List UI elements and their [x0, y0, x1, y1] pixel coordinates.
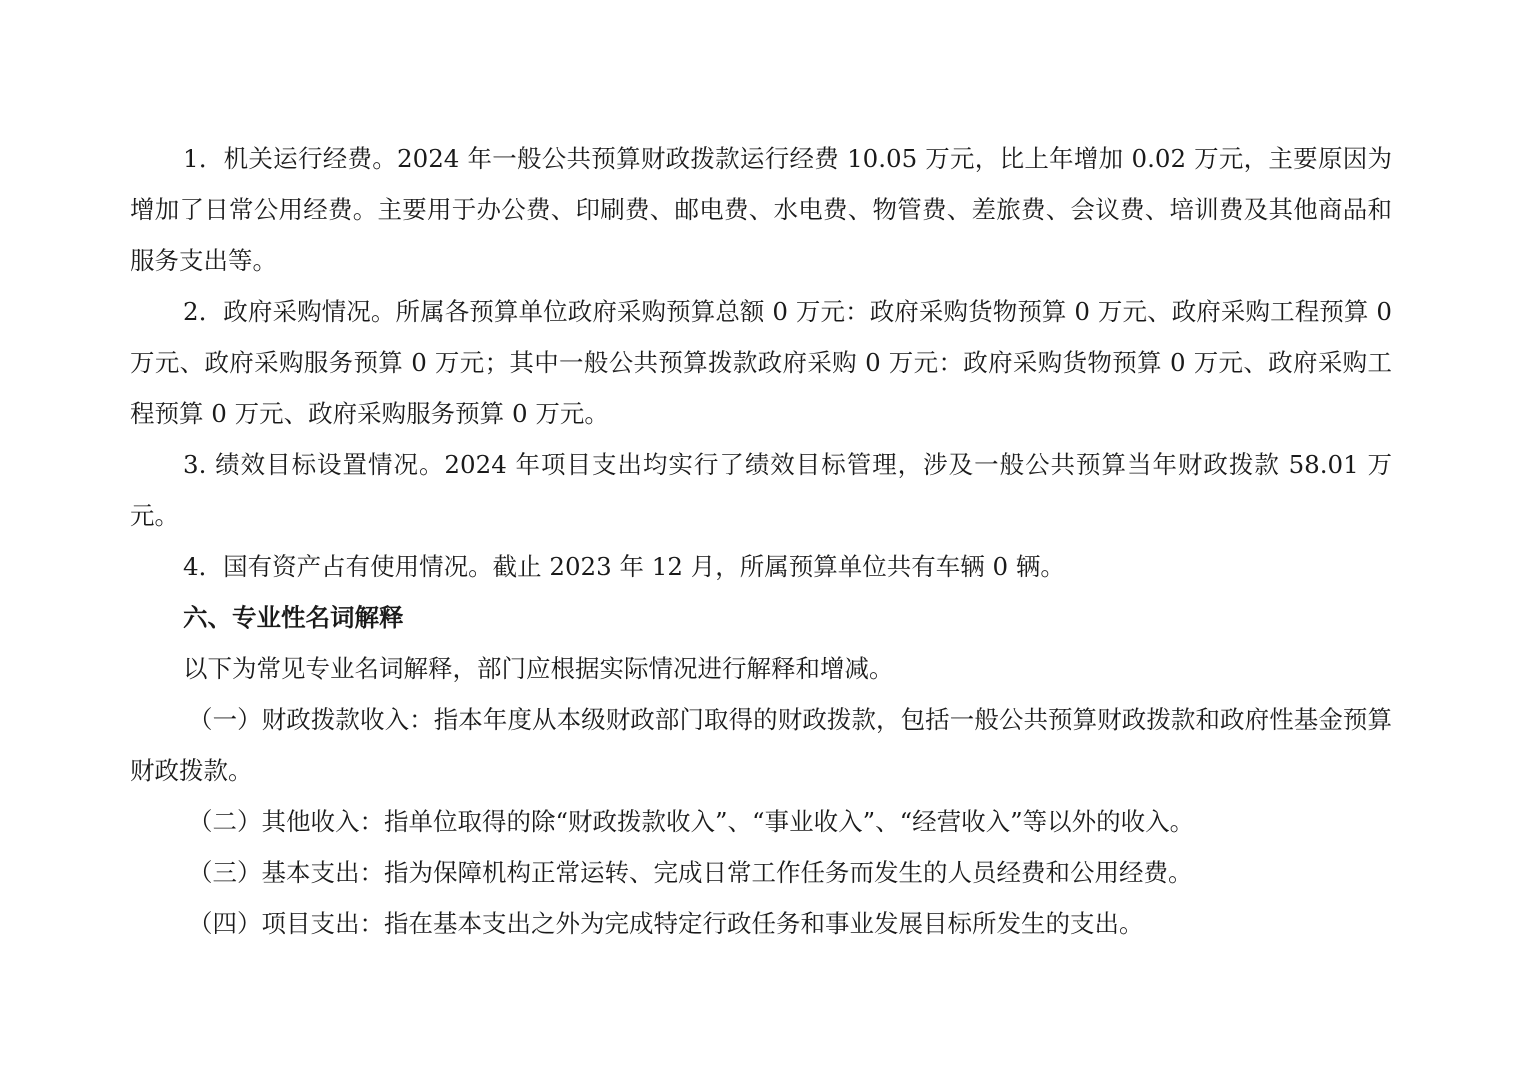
definition-project-expenditure: （四）项目支出：指在基本支出之外为完成特定行政任务和事业发展目标所发生的支出。	[188, 909, 1144, 938]
definition-other-income: （二）其他收入：指单位取得的除“财政拨款收入”、“事业收入”、“经营收入”等以外的收入。	[188, 807, 1195, 836]
section-intro: 以下为常见专业名词解释，部门应根据实际情况进行解释和增减。	[183, 654, 894, 683]
definition-fiscal-appropriation-income: （一）财政拨款收入：指本年度从本级财政部门取得的财政拨款，包括一般公共预算财政拨款和政府性基金预算财政拨款。	[130, 705, 1392, 785]
definition-basic-expenditure: （三）基本支出：指为保障机构正常运转、完成日常工作任务而发生的人员经费和公用经费。	[188, 858, 1193, 887]
paragraph-operating-expenses: 1．机关运行经费。2024 年一般公共预算财政拨款运行经费 10.05 万元，比上年增加 0.02 万元，主要原因为增加了日常公用经费。主要用于办公费、印刷费、邮电费、水电费、物管费、差旅费、会议费、培训费及其他商品和服务支出等。	[130, 144, 1392, 275]
paragraph-performance-targets: 3. 绩效目标设置情况。2024 年项目支出均实行了绩效目标管理，涉及一般公共预算当年财政拨款 58.01 万元。	[130, 450, 1392, 530]
paragraph-government-procurement: 2．政府采购情况。所属各预算单位政府采购预算总额 0 万元：政府采购货物预算 0 万元、政府采购工程预算 0 万元、政府采购服务预算 0 万元；其中一般公共预算拨款政府采购 0 万元：政府采购货物预算 0 万元、政府采购工程预算 0 万元、政府采购服务预算 0 万元。	[130, 297, 1392, 428]
section-heading: 六、专业性名词解释	[183, 603, 404, 632]
paragraph-state-assets: 4．国有资产占有使用情况。截止 2023 年 12 月，所属预算单位共有车辆 0 辆。	[183, 552, 1065, 581]
document-body	[130, 133, 1392, 949]
